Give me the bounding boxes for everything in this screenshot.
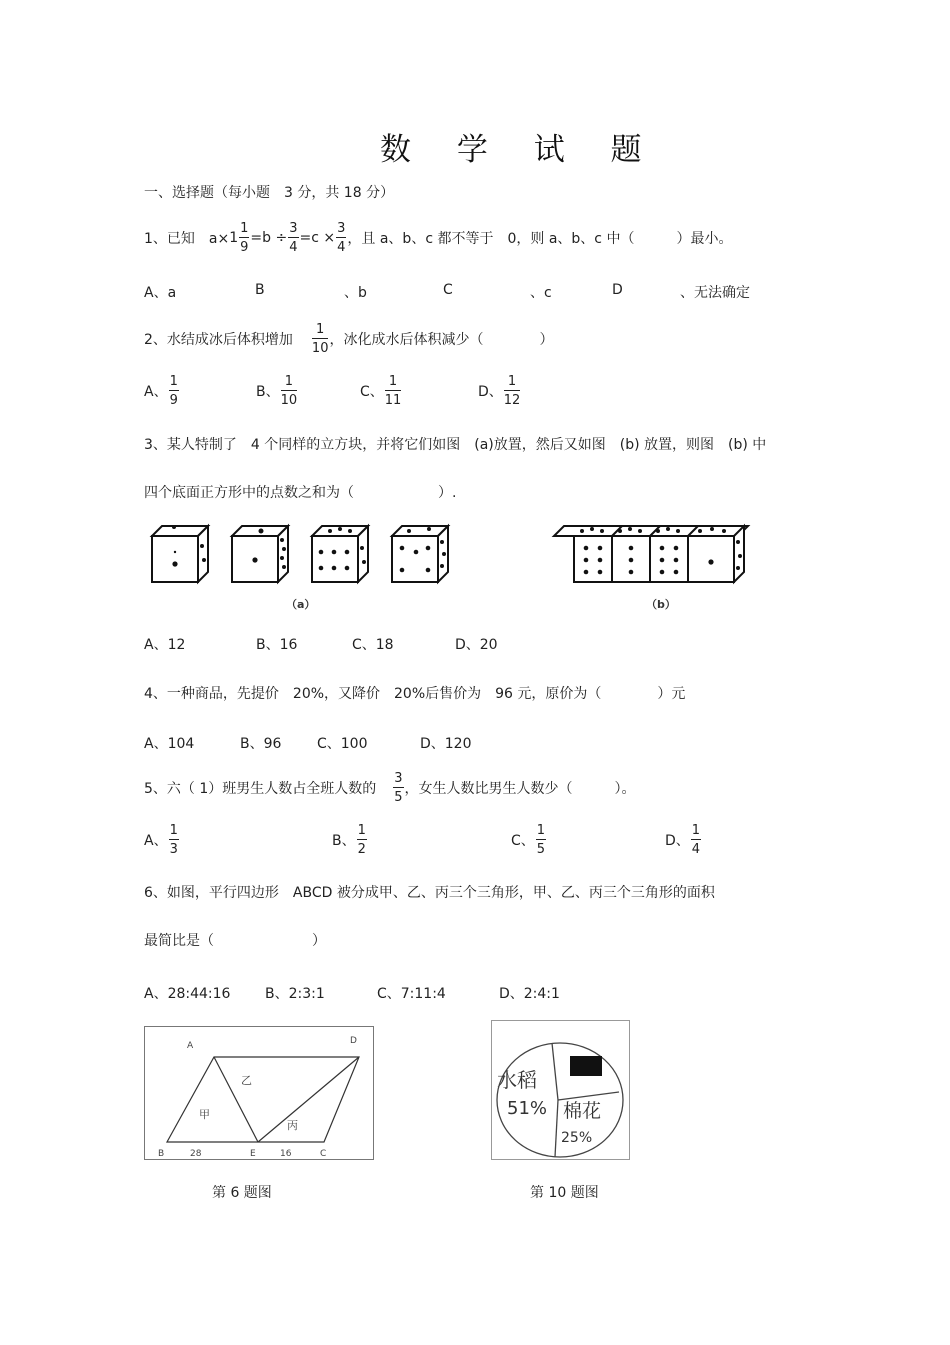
section-header: 一、选择题（每小题 3 分，共 18 分） bbox=[144, 185, 395, 201]
q5-prefix: 5、六（ 1）班男生人数占全班人数的 bbox=[144, 781, 377, 797]
q5-option-d: D、 $\frac{1}{4}$ bbox=[665, 823, 701, 857]
q3-line1: 3、某人特制了 4 个同样的立方块，并将它们如图 (a)放置，然后又如图 (b) 放置，则图 (b) 中 bbox=[144, 437, 767, 453]
q2-option-b: B、 $\frac{1}{10}$ bbox=[256, 374, 298, 408]
q5-option-c: C、 $\frac{1}{5}$ bbox=[511, 823, 546, 857]
q5-option-b: B、 $\frac{1}{2}$ bbox=[332, 823, 366, 857]
pie-label-cotton: 棉花 bbox=[563, 1100, 602, 1122]
q1-fraction-1: $\frac{1}{9}$ bbox=[240, 221, 249, 255]
q2-option-a: A、 $\frac{1}{9}$ bbox=[144, 374, 178, 408]
question-1 bbox=[144, 222, 732, 254]
q1-suffix: ，且 a、b、c 都不等于 0，则 a、b、c 中（ ）最小。 bbox=[347, 231, 733, 247]
q1-eq1: =b ÷ bbox=[250, 230, 288, 246]
parallelogram-figure bbox=[144, 1026, 376, 1160]
region-bing: 丙 bbox=[287, 1119, 298, 1132]
q1-option: 、无法确定 bbox=[680, 285, 750, 301]
page-title: 数 学 试 题 bbox=[380, 132, 660, 168]
q1-mixed-whole: 1 bbox=[229, 230, 239, 246]
q6-option: C、7:11:4 bbox=[377, 986, 446, 1002]
question-5 bbox=[144, 772, 636, 804]
vertex-c: C bbox=[320, 1149, 327, 1159]
q1-option: 、c bbox=[530, 285, 552, 301]
pie-label-cotton-pct: 25% bbox=[561, 1130, 593, 1146]
pie-figure bbox=[491, 1020, 631, 1160]
q1-option: D bbox=[612, 282, 623, 298]
q3-option: C、18 bbox=[352, 637, 394, 653]
q1-eq2: =c × bbox=[299, 230, 336, 246]
vertex-e: E bbox=[250, 1149, 256, 1159]
segment-ec: 16 bbox=[280, 1149, 292, 1159]
vertex-d: D bbox=[350, 1036, 357, 1046]
q1-option: A、a bbox=[144, 285, 177, 301]
q2-prefix: 2、水结成冰后体积增加 bbox=[144, 332, 293, 348]
dice-b-row bbox=[554, 526, 748, 582]
q4-option: B、96 bbox=[240, 736, 282, 752]
q6-line2: 最简比是（ ） bbox=[144, 933, 326, 949]
pie-label-rice: 水稻 bbox=[497, 1068, 537, 1092]
segment-be: 28 bbox=[190, 1149, 202, 1159]
q1-fraction-2: $\frac{3}{4}$ bbox=[289, 221, 298, 255]
q4-text: 4、一种商品，先提价 20%，又降价 20%后售价为 96 元，原价为（ ）元 bbox=[144, 686, 686, 702]
vertex-a: A bbox=[187, 1041, 194, 1051]
q1-prefix: 1、已知 a× bbox=[144, 231, 230, 247]
q6-line1: 6、如图，平行四边形 ABCD 被分成甲、乙、丙三个三角形，甲、乙、丙三个三角形的面积 bbox=[144, 885, 715, 901]
q3-option: A、12 bbox=[144, 637, 186, 653]
dice-figure bbox=[144, 518, 752, 618]
fig6-caption: 第 6 题图 bbox=[212, 1185, 272, 1201]
q2-option-c: C、 $\frac{1}{11}$ bbox=[360, 374, 402, 408]
q1-fraction-3: $\frac{3}{4}$ bbox=[337, 221, 346, 255]
q4-option: C、100 bbox=[317, 736, 368, 752]
q2-suffix: ，冰化成水后体积减少（ ） bbox=[329, 332, 554, 348]
fig10-caption: 第 10 题图 bbox=[530, 1185, 599, 1201]
die-a2 bbox=[232, 526, 288, 582]
q6-option: B、2:3:1 bbox=[265, 986, 325, 1002]
q1-option: B bbox=[255, 282, 265, 298]
q3-option: D、20 bbox=[455, 637, 498, 653]
hidden-value-box bbox=[570, 1056, 602, 1076]
q6-option: D、2:4:1 bbox=[499, 986, 560, 1002]
q2-option-d: D、 $\frac{1}{12}$ bbox=[478, 374, 521, 408]
fig-b-label: （b） bbox=[646, 598, 676, 611]
q4-option: A、104 bbox=[144, 736, 195, 752]
question-2 bbox=[144, 323, 553, 355]
q5-suffix: ，女生人数比男生人数少（ ）。 bbox=[404, 781, 636, 797]
q5-fraction: $\frac{3}{5}$ bbox=[394, 771, 403, 805]
pie-label-rice-pct: 51% bbox=[507, 1098, 548, 1119]
q1-option: C bbox=[443, 282, 453, 298]
q1-option: 、b bbox=[344, 285, 367, 301]
q2-fraction: $\frac{1}{10}$ bbox=[311, 322, 329, 356]
q4-option: D、120 bbox=[420, 736, 472, 752]
region-jia: 甲 bbox=[199, 1108, 210, 1121]
q6-option: A、28:44:16 bbox=[144, 986, 231, 1002]
die-a4 bbox=[392, 526, 448, 582]
q5-option-a: A、 $\frac{1}{3}$ bbox=[144, 823, 178, 857]
fig-a-label: （a） bbox=[286, 598, 316, 611]
q3-option: B、16 bbox=[256, 637, 298, 653]
q3-line2: 四个底面正方形中的点数之和为（ ）. bbox=[144, 485, 457, 501]
die-a1 bbox=[152, 526, 208, 582]
vertex-b: B bbox=[158, 1149, 165, 1159]
region-yi: 乙 bbox=[241, 1074, 252, 1087]
